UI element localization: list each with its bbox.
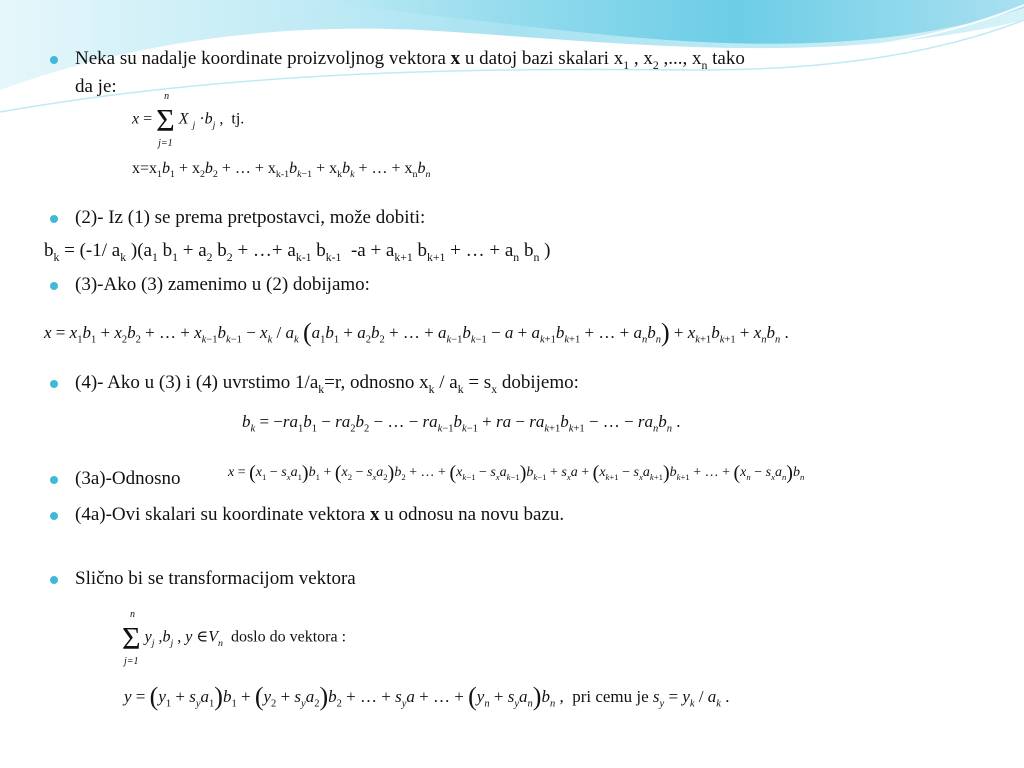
bullet-icon bbox=[50, 576, 58, 584]
equation-sum-y: Σ n j=1 $y_j$ $,b_j$ , y $\in V_n$ doslo do vektora : bbox=[122, 609, 347, 667]
equation-x-substituted: $x = x_1b_1 + x_2b_2$ + … + $x_{k-1}b_{k-1} - x_k / a_k$ ($a_1b_1 + a_2b_2$ + … + $a_{k-1}b_{k-1} - a + a_{k+1}b_{k+1}$ + … + $a_nb_n) + x_{k+1}b_{k+1} + x_nb_n$ . bbox=[44, 318, 789, 347]
text-segment: =r, odnosno x bbox=[324, 372, 429, 393]
paragraph-6 bbox=[75, 504, 564, 526]
equation-x-expansion: $x=x_1b_1 + x_2b_2$ + … + $x_{k-1}b_{k-1} + x_kb_k$ + … + $x_nb_n$ bbox=[132, 160, 431, 181]
text-segment: tako bbox=[712, 48, 745, 69]
equation-sum-x: x = Σ n j=1 X $_j \cdot b_j$ , tj. bbox=[132, 91, 245, 149]
equation-bk-r: $b_k = -ra_1b_1 - ra_2b_2$ − … − $ra_{k-1}b_{k-1}$ + ra − $ra_{k+1}b_{k+1}$ − … − $ra_nb_n$ . bbox=[242, 412, 681, 435]
paragraph-3: (3)-Ako (3) zamenimo u (2) dobijamo: bbox=[75, 274, 370, 295]
text-segment: / a bbox=[434, 372, 458, 393]
label-pri-cemu: pri cemu je bbox=[572, 687, 649, 706]
text-segment: = s bbox=[463, 372, 492, 393]
text-segment: (4a)-Ovi skalari su koordinate vektora bbox=[75, 504, 370, 525]
paragraph-5: (3a)-Odnosno bbox=[75, 468, 181, 489]
text-segment: u odnosu na novu bazu. bbox=[379, 504, 565, 525]
bullet-icon bbox=[50, 215, 58, 223]
bullet-icon bbox=[50, 56, 58, 64]
paragraph-1-line2: da je: bbox=[75, 76, 117, 97]
paragraph-2: (2)- Iz (1) se prema pretpostavci, može dobiti: bbox=[75, 207, 426, 228]
text-segment: Neka su nadalje koordinate proizvoljnog vektora bbox=[75, 48, 451, 69]
bullet-icon bbox=[50, 512, 58, 520]
equation-bk: $b_k = (-1/$ $a_k$ )($a_1$ $b_1 + a_2$ $b_2$ + …+ $a_{k-1}$ $b_{k-1}$ $-a + a_{k+1}$ $b_{k+1}$ + … + $a_n$ $b_n$ ) bbox=[44, 240, 551, 264]
paragraph-1: Neka su nadalje koordinate proizvoljnog vektora x u datoj bazi skalari $x_1$ , $x_2$ ,..., $x_n$ tako bbox=[75, 48, 745, 72]
bullet-icon bbox=[50, 476, 58, 484]
equation-x-new-basis: $x = (x_1 - s_xa_1)b_1 + (x_2 - s_xa_2)b_2$ + … + $(x_{k-1} - s_xa_{k-1})b_{k-1} + s_xa + (x_{k+1} - s_xa_{k+1})b_{k+1}$ + … + $(x_n - s_xa_n)b_n$ bbox=[228, 462, 805, 484]
sigma-symbol: Σ n j=1 bbox=[122, 609, 141, 667]
vector-x-bold: x bbox=[450, 48, 461, 69]
paragraph-7: Slično bi se transformacijom vektora bbox=[75, 568, 356, 589]
text-segment: dobijemo: bbox=[497, 372, 579, 393]
label-tj: tj. bbox=[231, 110, 245, 128]
paragraph-4: (4)- Ako u (3) i (4) uvrstimo $1/a_k=r$, odnosno $x_k / a_k = s_x$ dobijemo: bbox=[75, 372, 579, 396]
bullet-icon bbox=[50, 282, 58, 290]
text-segment: (4)- Ako u (3) i (4) uvrstimo 1/a bbox=[75, 372, 319, 393]
equation-y-new-basis: $y = (y_1 + s_ya_1)b_1 + (y_2 + s_ya_2)b_2$ + … + $s_ya$ + … + $(y_n + s_ya_n)b_n$ , pri cemu je $s_y = y_k / a_k$ . bbox=[124, 682, 730, 711]
sigma-symbol: Σ n j=1 bbox=[156, 91, 175, 149]
label-doslo: doslo do vektora : bbox=[230, 628, 347, 646]
text-segment: u datoj bazi skalari x bbox=[460, 48, 624, 69]
vector-x-bold: x bbox=[369, 504, 380, 525]
bullet-icon bbox=[50, 380, 58, 388]
